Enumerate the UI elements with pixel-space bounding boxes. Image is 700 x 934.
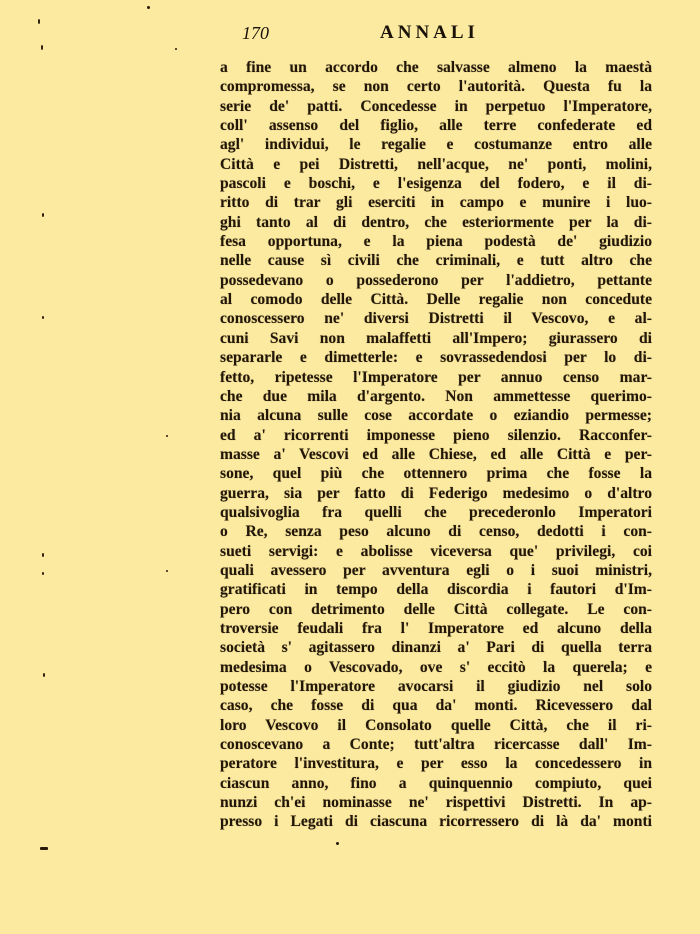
text-line: ritto di trar gli eserciti in campo e munire i luo- (220, 194, 652, 212)
margin-speck (336, 842, 339, 845)
margin-speck (147, 6, 150, 9)
text-line: pero con detrimento delle Città collegate. Le con- (220, 600, 652, 618)
text-line: quali avessero per avventura egli o i suoi ministri, (220, 561, 652, 579)
text-line: sueti servigi: e abolisse viceversa que' privilegi, coi (220, 542, 652, 560)
margin-speck (41, 45, 43, 50)
text-line: al comodo delle Città. Delle regalie non concedute (220, 291, 652, 309)
text-line: compromessa, se non certo l'autorità. Questa fu la (220, 78, 652, 96)
text-line: conoscessero ne' diversi Distretti il Vescovo, e al- (220, 310, 652, 328)
text-line: sone, quel più che ottennero prima che fosse la (220, 465, 652, 483)
page-number: 170 (242, 23, 269, 43)
text-line: società s' agitassero dinanzi a' Pari di quella terra (220, 639, 652, 657)
margin-speck (40, 847, 48, 850)
margin-speck (42, 572, 44, 575)
text-line: ed a' ricorrenti imponesse pieno silenzio. Racconfer- (220, 426, 652, 444)
margin-speck (42, 213, 44, 217)
margin-speck (166, 570, 168, 572)
text-line: gratificati in tempo della discordia i fautori d'Im- (220, 581, 652, 599)
text-line: troversie feudali fra l' Imperatore ed alcuno della (220, 619, 652, 637)
running-head: ANNALI (380, 22, 479, 43)
text-line: a fine un accordo che salvasse almeno la maestà (220, 59, 652, 76)
text-line: serie de' patti. Concedesse in perpetuo l'Imperatore, (220, 97, 652, 115)
text-line: caso, che fosse di qua da' monti. Ricevessero dal (220, 697, 652, 715)
text-line: loro Vescovo il Consolato quelle Città, che il ri- (220, 716, 652, 734)
text-line: fetto, ripetesse l'Imperatore per annuo censo mar- (220, 368, 652, 386)
text-line: potesse l'Imperatore avocarsi il giudizio nel solo (220, 678, 652, 695)
text-line: medesima o Vescovado, ove s' eccitò la querela; e (220, 658, 652, 676)
text-line: ciascun anno, fino a quinquennio compiuto, quei (220, 774, 652, 792)
text-line: agl' individui, le regalie e costumanze entro alle (220, 136, 652, 154)
text-line: coll' assenso del figlio, alle terre confederate ed (220, 117, 652, 135)
margin-speck (38, 19, 40, 24)
body-text (220, 58, 652, 832)
text-line: ghi tanto al di dentro, che esteriormente per la di- (220, 213, 652, 231)
text-line: fesa opportuna, e la piena podestà de' giudizio (220, 233, 652, 251)
text-line: guerra, sia per fatto di Federigo medesimo o d'altro (220, 484, 652, 502)
text-line: o Re, senza peso alcuno di censo, dedotti i con- (220, 523, 652, 541)
margin-speck (43, 673, 45, 677)
text-line: conoscevano a Conte; tutt'altra ricercasse dall' Im- (220, 736, 652, 754)
margin-speck (42, 316, 44, 319)
text-line: presso i Legati di ciascuna ricorressero di là da' monti (220, 813, 652, 831)
text-line: nunzi ch'ei nominasse ne' rispettivi Distretti. In ap- (220, 794, 652, 812)
margin-speck (166, 435, 168, 437)
text-line: separarle e dimetterle: e sovrassedendosi per lo di- (220, 349, 652, 367)
margin-speck (42, 553, 44, 557)
text-line: peratore l'investitura, e per esso la concedessero in (220, 755, 652, 773)
text-line: pascoli e boschi, e l'esigenza del fodero, e il di- (220, 175, 652, 193)
page-header (222, 22, 654, 48)
text-line: Città e pei Distretti, nell'acque, ne' ponti, molini, (220, 155, 652, 173)
margin-speck (175, 48, 177, 50)
text-line: qualsivoglia fra quelli che precederonlo Imperatori (220, 503, 652, 521)
text-line: nelle cause sì civili che criminali, e tutt altro che (220, 252, 652, 270)
text-line: cuni Savi non malaffetti all'Impero; giurassero di (220, 329, 652, 347)
text-line: masse a' Vescovi ed alle Chiese, ed alle Città e per- (220, 445, 652, 463)
text-line: possedevano o possederono per l'addietro, pettante (220, 271, 652, 289)
text-line: nia alcuna sulle cose accordate o eziandio permesse; (220, 407, 652, 425)
text-line: che due mila d'argento. Non ammettesse querimo- (220, 387, 652, 405)
